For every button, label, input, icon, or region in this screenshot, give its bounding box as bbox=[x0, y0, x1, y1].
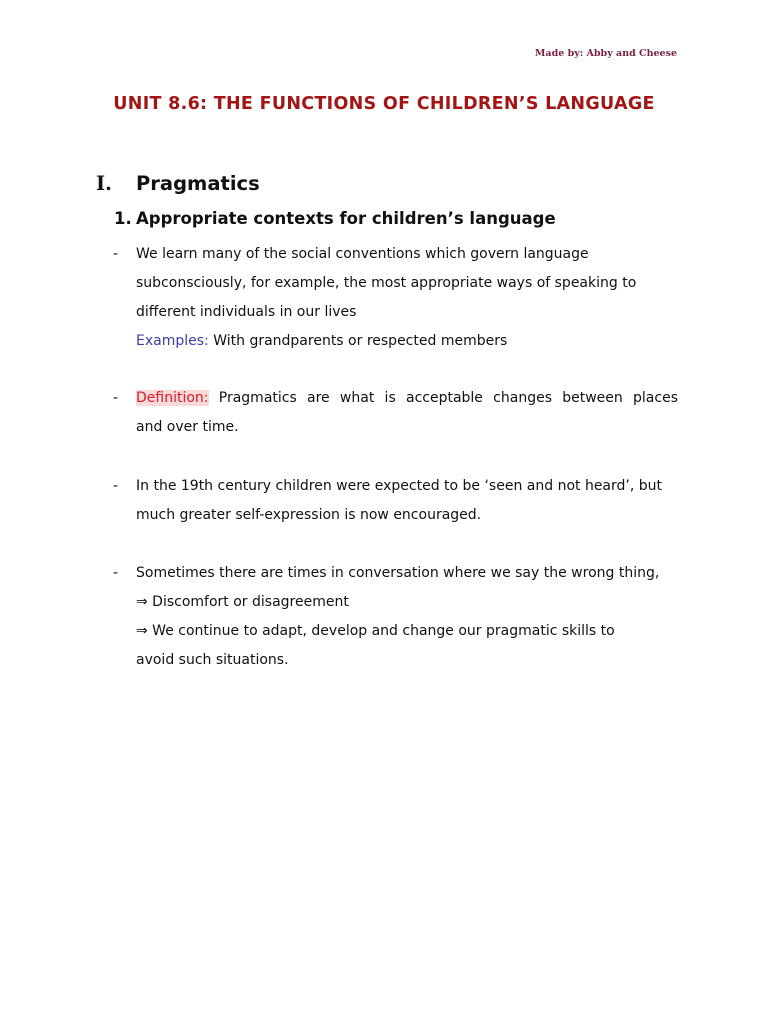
definition-text: Pragmatics are what is acceptable changes between places bbox=[208, 390, 678, 406]
bullet-dash: - bbox=[113, 390, 119, 406]
bullet-19th-century bbox=[113, 472, 678, 530]
bullet-dash: - bbox=[113, 565, 119, 581]
bullet-definition bbox=[113, 384, 678, 442]
bullet-text-line: and over time. bbox=[136, 419, 239, 435]
consequence-line: ⇒ Discomfort or disagreement bbox=[136, 594, 349, 610]
subsection-heading bbox=[114, 209, 556, 228]
bullet-dash: - bbox=[113, 478, 119, 494]
examples-line bbox=[136, 327, 678, 356]
subsection-number: 1. bbox=[114, 209, 132, 228]
subsection-title: Appropriate contexts for children’s language bbox=[136, 209, 556, 228]
bullet-text-line: much greater self-expression is now encouraged. bbox=[136, 507, 482, 523]
examples-text: With grandparents or respected members bbox=[208, 333, 508, 349]
bullet-text-line: avoid such situations. bbox=[136, 652, 289, 668]
definition-label: Definition: bbox=[136, 390, 209, 406]
examples-label: Examples: bbox=[136, 333, 209, 349]
bullet-text-line: Sometimes there are times in conversation where we say the wrong thing, bbox=[136, 565, 660, 581]
consequence-line: ⇒ We continue to adapt, develop and change our pragmatic skills to bbox=[136, 623, 615, 639]
bullet-dash: - bbox=[113, 246, 119, 262]
definition-line bbox=[136, 384, 678, 413]
bullet-social-conventions bbox=[113, 240, 678, 356]
bullet-text-line: In the 19th century children were expected to be ‘seen and not heard’, but bbox=[136, 478, 663, 494]
author-credit: Made by: Abby and Cheese bbox=[534, 48, 677, 59]
bullet-wrong-thing bbox=[113, 559, 678, 675]
section-heading bbox=[96, 172, 260, 195]
bullet-text-line: We learn many of the social conventions which govern language bbox=[136, 246, 589, 262]
unit-title: UNIT 8.6: THE FUNCTIONS OF CHILDREN’S LANGUAGE bbox=[113, 94, 655, 114]
bullet-text-line: different individuals in our lives bbox=[136, 304, 357, 320]
bullet-text-line: subconsciously, for example, the most appropriate ways of speaking to bbox=[136, 275, 637, 291]
section-title: Pragmatics bbox=[136, 172, 260, 195]
section-number: I. bbox=[96, 172, 112, 195]
